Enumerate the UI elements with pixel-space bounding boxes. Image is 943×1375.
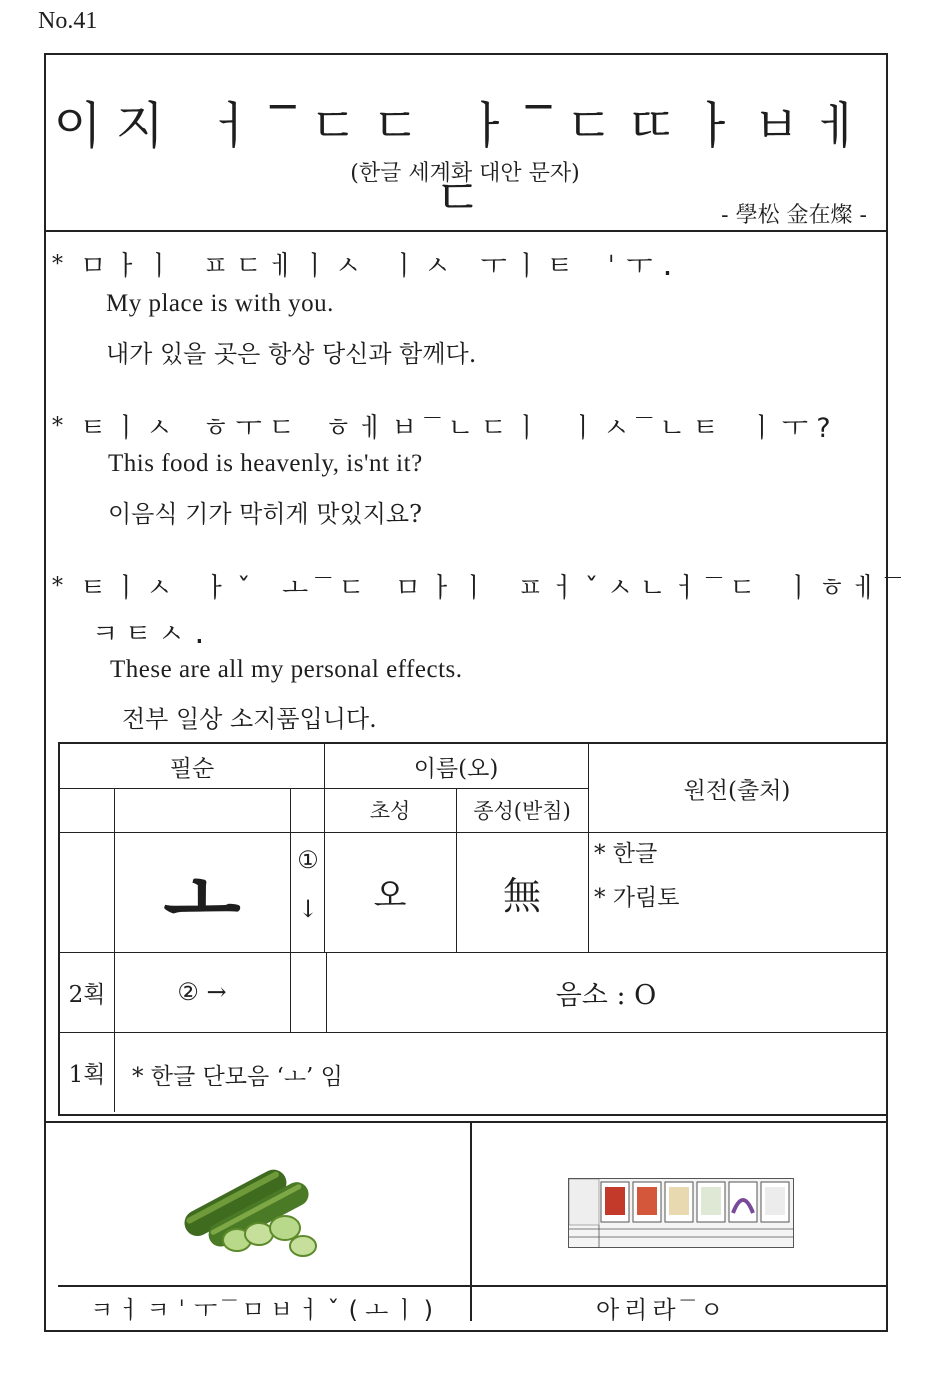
alphabet-line: ㅁㅏㅣ ㅍㄷㅔㅣㅅ ㅣㅅ ㅜㅣㅌ ˈㅜ.	[80, 251, 683, 282]
header-divider	[44, 230, 886, 232]
vowel-note: * 한글 단모음 ‘ㅗ’ 임	[132, 1064, 343, 1090]
final-consonant-header: 종성(받침)	[473, 799, 571, 823]
stroke-order-header: 필순	[169, 755, 215, 782]
origin-item: * 한글	[594, 841, 658, 867]
stroke-1-arrow: ↓	[297, 895, 319, 923]
stroke-1-label: 1획	[68, 1061, 106, 1088]
page-subtitle: (한글 세계화 대안 문자)	[350, 161, 580, 186]
initial-consonant-value: 오	[373, 875, 407, 916]
stroke-1-number: ①	[297, 846, 319, 874]
origin-item: * 가림토	[594, 885, 680, 911]
bullet-star: *	[52, 414, 63, 439]
song-caption: 아리라‾ㅇ	[596, 1296, 729, 1324]
stroke-2-label: 2획	[68, 981, 106, 1008]
alphabet-line: ㅌㅣㅅ ㅎㅜㄷ ㅎㅔㅂ‾ㄴㄷㅣ ㅣㅅ‾ㄴㅌ ㅣㅜ?	[80, 413, 839, 444]
bullet-star: *	[52, 574, 63, 599]
bullet-star: *	[52, 252, 63, 277]
origin-header: 원전(출처)	[683, 777, 791, 804]
page-title: 이지 ㅓ‾ㄷㄷ ㅏ‾ㄷㄸㅏㅂㅔㄷ	[53, 97, 877, 227]
final-consonant-value: 無	[502, 873, 541, 918]
cucumber-image	[175, 1158, 320, 1262]
image-area-divider	[44, 1121, 886, 1123]
author-signature: - 學松 金在燦 -	[721, 203, 867, 228]
stroke-info-table	[58, 742, 888, 1116]
alphabet-line: ㅌㅣㅅ ㅏˇ ㅗ‾ㄷ ㅁㅏㅣ ㅍㅓˇㅅㄴㅓ‾ㄷ ㅣㅎㅔ‾	[80, 573, 909, 604]
english-sentence: These are all my personal effects.	[110, 656, 463, 683]
image-column-divider	[470, 1121, 472, 1321]
item-name-caption: ㅋㅓㅋˈㅜ‾ㅁㅂㅓˇ(ㅗㅣ)	[90, 1296, 441, 1324]
name-header: 이름(오)	[413, 755, 499, 782]
origin-list	[594, 832, 679, 920]
english-sentence: This food is heavenly, is'nt it?	[108, 450, 423, 477]
page-number: No.41	[38, 8, 98, 34]
korean-sentence: 전부 일상 소지품입니다.	[122, 705, 377, 733]
english-sentence: My place is with you.	[106, 290, 334, 317]
caption-divider	[58, 1285, 888, 1287]
korean-sentence: 이음식 기가 막히게 맛있지요?	[108, 500, 422, 528]
initial-consonant-header: 초성	[369, 799, 411, 823]
table-grid-line	[60, 1032, 886, 1033]
stamp-table-image	[568, 1178, 794, 1248]
stroke-2-direction: ② →	[177, 978, 227, 1006]
alphabet-line-continued: ㅋㅌㅅ.	[92, 619, 215, 650]
korean-sentence: 내가 있을 곳은 항상 당신과 함께다.	[106, 340, 477, 368]
phoneme-value: 음소 : O	[555, 979, 657, 1011]
letter-glyph: ㅗ	[163, 852, 241, 946]
